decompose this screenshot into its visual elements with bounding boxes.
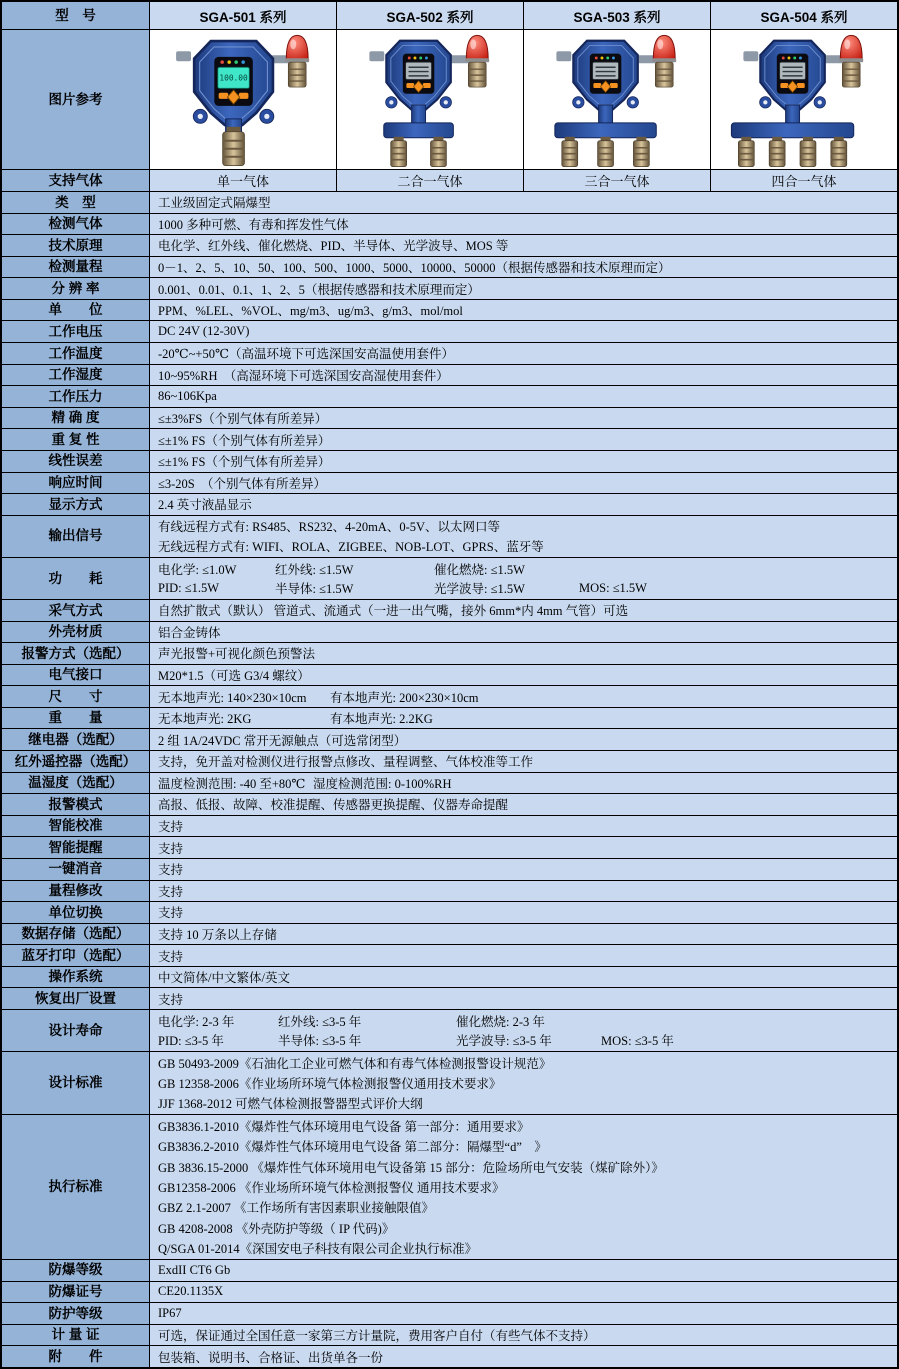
device-image-model-2 bbox=[337, 31, 523, 169]
spec-value-line bbox=[158, 193, 897, 212]
spec-label: 设计标准 bbox=[2, 1052, 150, 1114]
spec-row bbox=[2, 643, 897, 665]
spec-row bbox=[2, 859, 897, 881]
model-header-row bbox=[2, 2, 897, 30]
spec-value-line bbox=[158, 1238, 897, 1258]
spec-value-segment: ExdII CT6 Gb bbox=[158, 1262, 231, 1277]
spec-row bbox=[2, 967, 897, 989]
spec-label: 采气方式 bbox=[2, 600, 150, 621]
spec-row bbox=[2, 408, 897, 430]
sensor-head-icon bbox=[831, 136, 847, 166]
spec-label: 防护等级 bbox=[2, 1303, 150, 1324]
spec-label: 分 辨 率 bbox=[2, 278, 150, 299]
spec-value-segment: 有线远程方式有: RS485、RS232、4-20mA、0-5V、以太网口等 bbox=[158, 520, 501, 535]
spec-value-line bbox=[158, 1136, 897, 1156]
spec-label: 恢复出厂设置 bbox=[2, 988, 150, 1009]
spec-value-line bbox=[158, 258, 897, 277]
spec-label: 执行标准 bbox=[2, 1115, 150, 1259]
spec-value-segment: JJF 1368-2012 可燃气体检测报警器型式评价大纲 bbox=[158, 1096, 423, 1111]
spec-label: 显示方式 bbox=[2, 494, 150, 515]
spec-value-segment: 电化学: 2-3 年 bbox=[158, 1014, 235, 1029]
spec-row bbox=[2, 516, 897, 558]
spec-value-line bbox=[158, 1156, 897, 1176]
spec-value bbox=[150, 214, 897, 235]
spec-row bbox=[2, 192, 897, 214]
sensor-head-icon bbox=[633, 136, 649, 166]
spec-value-line bbox=[158, 1116, 897, 1136]
spec-label: 响应时间 bbox=[2, 473, 150, 494]
svg-text:100.00: 100.00 bbox=[219, 72, 248, 82]
device-image-model-3 bbox=[524, 31, 710, 169]
spec-label: 输出信号 bbox=[2, 516, 150, 557]
spec-label: 一键消音 bbox=[2, 859, 150, 880]
spec-value bbox=[150, 1325, 897, 1346]
spec-value-segment: 湿度检测范围: 0-100%RH bbox=[313, 776, 452, 791]
device-image-model-1 bbox=[150, 31, 336, 169]
spec-value-line bbox=[158, 409, 897, 428]
spec-row bbox=[2, 1303, 897, 1325]
spec-value-line bbox=[158, 559, 897, 579]
spec-label: 报警模式 bbox=[2, 794, 150, 815]
spec-label: 重 量 bbox=[2, 708, 150, 729]
spec-row bbox=[2, 881, 897, 903]
spec-value bbox=[150, 343, 897, 364]
spec-value-line bbox=[158, 1217, 897, 1237]
spec-value-segment: -20℃~+50℃（高温环境下可选深国安高温使用套件） bbox=[158, 347, 454, 362]
supported-gas-row bbox=[2, 170, 897, 192]
spec-value bbox=[150, 516, 897, 557]
sensor-head-icon bbox=[430, 136, 446, 166]
spec-value-segment: 半导体: ≤1.5W bbox=[275, 582, 354, 597]
spec-value bbox=[150, 321, 897, 342]
spec-label: 蓝牙打印（选配） bbox=[2, 945, 150, 966]
sensor-head-icon bbox=[391, 136, 407, 166]
spec-label: 重 复 性 bbox=[2, 429, 150, 450]
spec-value bbox=[150, 643, 897, 664]
spec-row bbox=[2, 794, 897, 816]
spec-value-segment: 光学波导: ≤3-5 年 bbox=[456, 1034, 552, 1049]
spec-value-segment: 温度检测范围: -40 至+80℃ bbox=[158, 776, 306, 791]
spec-value-line bbox=[158, 644, 897, 663]
spec-value-line bbox=[158, 623, 897, 642]
spec-value bbox=[150, 386, 897, 407]
spec-value-line bbox=[158, 578, 897, 598]
spec-value-segment: 催化燃烧: 2-3 年 bbox=[456, 1014, 545, 1029]
spec-value bbox=[150, 622, 897, 643]
spec-value-segment: GB 4208-2008 《外壳防护等级（ IP 代码)》 bbox=[158, 1221, 395, 1236]
spec-row bbox=[2, 1260, 897, 1282]
spec-value bbox=[150, 988, 897, 1009]
spec-value bbox=[150, 945, 897, 966]
device-image-cell bbox=[524, 30, 711, 169]
spec-value bbox=[150, 278, 897, 299]
spec-value-line bbox=[158, 301, 897, 320]
spec-value bbox=[150, 257, 897, 278]
model-header-cell: SGA-502 系列 bbox=[337, 2, 524, 29]
spec-value-segment: 无线远程方式有: WIFI、ROLA、ZIGBEE、NOB-LOT、GPRS、蓝牙等 bbox=[158, 540, 544, 555]
spec-label: 工作温度 bbox=[2, 343, 150, 364]
spec-value-segment: 红外线: ≤3-5 年 bbox=[278, 1014, 362, 1029]
spec-value-line bbox=[158, 1093, 897, 1113]
spec-value bbox=[150, 451, 897, 472]
sensor-head-icon bbox=[223, 126, 245, 165]
spec-row bbox=[2, 1052, 897, 1115]
spec-value-line bbox=[158, 1053, 897, 1073]
spec-label: 技术原理 bbox=[2, 235, 150, 256]
spec-value bbox=[150, 665, 897, 686]
spec-value-segment: 支持 bbox=[158, 863, 184, 878]
spec-value bbox=[150, 794, 897, 815]
spec-value-segment: 支持 bbox=[158, 884, 184, 899]
spec-label: 红外遥控器（选配） bbox=[2, 751, 150, 772]
spec-value-line bbox=[158, 989, 897, 1008]
sensor-head-icon bbox=[800, 136, 816, 166]
spec-row bbox=[2, 924, 897, 946]
spec-value-line bbox=[158, 1031, 897, 1051]
spec-label: 设计寿命 bbox=[2, 1010, 150, 1051]
spec-label: 功 耗 bbox=[2, 558, 150, 599]
spec-value bbox=[150, 408, 897, 429]
spec-value-line bbox=[158, 536, 897, 556]
spec-value-segment: CE20.1135X bbox=[158, 1284, 224, 1299]
spec-label: 量程修改 bbox=[2, 881, 150, 902]
spec-value-segment: GBZ 2.1-2007 《工作场所有害因素职业接触限值》 bbox=[158, 1201, 435, 1216]
spec-value-segment: MOS: ≤3-5 年 bbox=[601, 1034, 674, 1049]
spec-value-segment: 自然扩散式（默认） 管道式、流通式（一进一出气嘴，接外 6mm*内 4mm 气管）可选 bbox=[158, 604, 629, 619]
spec-value bbox=[150, 686, 897, 707]
spec-value-line bbox=[158, 1304, 897, 1323]
device-image-cell bbox=[711, 30, 897, 169]
spec-value-segment: 包装箱、说明书、合格证、出货单各一份 bbox=[158, 1350, 384, 1365]
spec-value-line bbox=[158, 1283, 897, 1302]
spec-value bbox=[150, 1346, 897, 1367]
spec-value bbox=[150, 751, 897, 772]
spec-value-segment: 1000 多种可燃、有毒和挥发性气体 bbox=[158, 217, 349, 232]
spec-value-segment: GB3836.1-2010《爆炸性气体环境用电气设备 第一部分：通用要求》 bbox=[158, 1120, 530, 1135]
spec-row bbox=[2, 365, 897, 387]
spec-value-segment: 高报、低报、故障、校准提醒、传感器更换提醒、仪器寿命提醒 bbox=[158, 798, 509, 813]
spec-row bbox=[2, 321, 897, 343]
spec-value-line bbox=[158, 452, 897, 471]
supported-gas-cell: 四合一气体 bbox=[711, 170, 897, 191]
spec-row bbox=[2, 751, 897, 773]
spec-value-segment: 支持 10 万条以上存储 bbox=[158, 927, 277, 942]
spec-label: 单位切换 bbox=[2, 902, 150, 923]
spec-label: 类 型 bbox=[2, 192, 150, 213]
spec-row bbox=[2, 235, 897, 257]
spec-row bbox=[2, 988, 897, 1010]
spec-value-segment: 0.001、0.01、0.1、1、2、5（根据传感器和技术原理而定） bbox=[158, 282, 480, 297]
supported-gas-cell: 三合一气体 bbox=[524, 170, 711, 191]
spec-value-segment: 电化学、红外线、催化燃烧、PID、半导体、光学波导、MOS 等 bbox=[158, 239, 509, 254]
spec-value bbox=[150, 1260, 897, 1281]
spec-value bbox=[150, 1282, 897, 1303]
spec-value bbox=[150, 1010, 897, 1051]
device-image-model-4 bbox=[711, 31, 897, 169]
spec-value-line bbox=[158, 968, 897, 987]
spec-value bbox=[150, 300, 897, 321]
spec-value-line bbox=[158, 215, 897, 234]
spec-value bbox=[150, 708, 897, 729]
spec-value-line bbox=[158, 1197, 897, 1217]
spec-value bbox=[150, 473, 897, 494]
spec-label: 线性误差 bbox=[2, 451, 150, 472]
spec-value-segment: 可选，保证通过全国任意一家第三方计量院，费用客户自付（有些气体不支持） bbox=[158, 1328, 596, 1343]
spec-row bbox=[2, 665, 897, 687]
spec-row bbox=[2, 945, 897, 967]
spec-value-segment: 光学波导: ≤1.5W bbox=[434, 582, 525, 597]
spec-row bbox=[2, 816, 897, 838]
spec-value-segment: GB 50493-2009《石油化工企业可燃气体和有毒气体检测报警设计规范》 bbox=[158, 1057, 552, 1072]
spec-value-line bbox=[158, 903, 897, 922]
spec-row bbox=[2, 1325, 897, 1347]
spec-value-segment: 支持 bbox=[158, 841, 184, 856]
spec-label: 计 量 证 bbox=[2, 1325, 150, 1346]
spec-row bbox=[2, 837, 897, 859]
spec-value-line bbox=[158, 709, 897, 728]
spec-value-segment: 10~95%RH （高湿环境下可选深国安高湿使用套件） bbox=[158, 368, 449, 383]
spec-value-segment: 声光报警+可视化颜色预警法 bbox=[158, 647, 316, 662]
spec-label: 智能校准 bbox=[2, 816, 150, 837]
alarm-beacon-icon bbox=[465, 35, 489, 87]
model-header-cell: SGA-503 系列 bbox=[524, 2, 711, 29]
spec-value-segment: ≤±3%FS（个别气体有所差异） bbox=[158, 412, 328, 427]
spec-row bbox=[2, 686, 897, 708]
spec-value-line bbox=[158, 795, 897, 814]
spec-row bbox=[2, 451, 897, 473]
sensor-head-icon bbox=[769, 136, 785, 166]
spec-value-segment: DC 24V (12-30V) bbox=[158, 324, 250, 339]
spec-value-line bbox=[158, 495, 897, 514]
spec-value-line bbox=[158, 344, 897, 363]
spec-value-segment: 半导体: ≤3-5 年 bbox=[278, 1034, 362, 1049]
spec-value-line bbox=[158, 752, 897, 771]
spec-value bbox=[150, 967, 897, 988]
spec-value-segment: 支持 bbox=[158, 820, 184, 835]
spec-value-segment: 86~106Kpa bbox=[158, 388, 217, 403]
spec-value bbox=[150, 837, 897, 858]
spec-value-segment: ≤±1% FS（个别气体有所差异） bbox=[158, 455, 331, 470]
spec-value-line bbox=[158, 601, 897, 620]
spec-value-line bbox=[158, 430, 897, 449]
spec-value-line bbox=[158, 882, 897, 901]
spec-value-segment: 电化学: ≤1.0W bbox=[158, 562, 237, 577]
supported-gas-cell: 二合一气体 bbox=[337, 170, 524, 191]
spec-value-segment: 支持 bbox=[158, 949, 184, 964]
spec-label: 防爆证号 bbox=[2, 1282, 150, 1303]
spec-value-segment: 2 组 1A/24VDC 常开无源触点（可选常闭型） bbox=[158, 733, 407, 748]
spec-label: 防爆等级 bbox=[2, 1260, 150, 1281]
spec-value-line bbox=[158, 838, 897, 857]
spec-label: 温湿度（选配） bbox=[2, 773, 150, 794]
spec-label: 报警方式（选配） bbox=[2, 643, 150, 664]
spec-value-line bbox=[158, 279, 897, 298]
spec-value-line bbox=[158, 1011, 897, 1031]
spec-value bbox=[150, 192, 897, 213]
spec-value-segment: 中文简体/中文繁体/英文 bbox=[158, 971, 290, 986]
spec-value bbox=[150, 859, 897, 880]
spec-value bbox=[150, 558, 897, 599]
device-image-cell bbox=[150, 30, 337, 169]
spec-value-segment: PID: ≤3-5 年 bbox=[158, 1034, 224, 1049]
spec-value-line bbox=[158, 730, 897, 749]
spec-value bbox=[150, 924, 897, 945]
spec-value-segment: 有本地声光: 200×230×10cm bbox=[330, 690, 479, 705]
spec-value-line bbox=[158, 925, 897, 944]
spec-row bbox=[2, 473, 897, 495]
model-header-cell: SGA-504 系列 bbox=[711, 2, 897, 29]
spec-label: 外壳材质 bbox=[2, 622, 150, 643]
spec-row bbox=[2, 257, 897, 279]
spec-value-segment: M20*1.5（可选 G3/4 螺纹） bbox=[158, 669, 310, 683]
spec-value-line bbox=[158, 1347, 897, 1366]
spec-value-segment: 无本地声光: 2KG bbox=[158, 712, 252, 727]
spec-label: 操作系统 bbox=[2, 967, 150, 988]
spec-value-line bbox=[158, 474, 897, 493]
spec-value bbox=[150, 902, 897, 923]
spec-row bbox=[2, 1115, 897, 1260]
spec-value-line bbox=[158, 1073, 897, 1093]
spec-value-segment: MOS: ≤1.5W bbox=[579, 580, 647, 595]
spec-value bbox=[150, 494, 897, 515]
spec-row bbox=[2, 1010, 897, 1052]
spec-label: 尺 寸 bbox=[2, 686, 150, 707]
row-label-gas: 支持气体 bbox=[2, 170, 150, 191]
spec-value-segment: ≤3-20S （个别气体有所差异） bbox=[158, 476, 326, 491]
spec-row bbox=[2, 214, 897, 236]
spec-value-segment: 工业级固定式隔爆型 bbox=[158, 196, 271, 211]
spec-value-segment: ≤±1% FS（个别气体有所差异） bbox=[158, 433, 331, 448]
spec-row bbox=[2, 300, 897, 322]
spec-value-segment: GB 12358-2006《作业场所环境气体检测报警仪通用技术要求》 bbox=[158, 1077, 502, 1091]
spec-row bbox=[2, 622, 897, 644]
row-label-model: 型 号 bbox=[2, 2, 150, 29]
row-label-image: 图片参考 bbox=[2, 30, 150, 169]
spec-value-segment: PID: ≤1.5W bbox=[158, 580, 220, 595]
spec-value-segment: 催化燃烧: ≤1.5W bbox=[434, 562, 525, 577]
spec-value bbox=[150, 1052, 897, 1114]
spec-row bbox=[2, 773, 897, 795]
spec-value bbox=[150, 729, 897, 750]
spec-row bbox=[2, 902, 897, 924]
alarm-beacon-icon bbox=[652, 35, 676, 87]
spec-value-line bbox=[158, 236, 897, 255]
spec-value-segment: 2.4 英寸液晶显示 bbox=[158, 498, 252, 513]
supported-gas-cell: 单一气体 bbox=[150, 170, 337, 191]
spec-label: 工作湿度 bbox=[2, 365, 150, 386]
device-image-cell bbox=[337, 30, 524, 169]
spec-label: 电气接口 bbox=[2, 665, 150, 686]
spec-value-line bbox=[158, 860, 897, 879]
spec-label: 工作压力 bbox=[2, 386, 150, 407]
spec-label: 检测量程 bbox=[2, 257, 150, 278]
spec-value-segment: 0－1、2、5、10、50、100、500、1000、5000、10000、50000（根据传感器和技术原理而定） bbox=[158, 261, 671, 276]
spec-label: 单 位 bbox=[2, 300, 150, 321]
spec-value-line bbox=[158, 366, 897, 385]
spec-value-segment: 支持，免开盖对检测仪进行报警点修改、量程调整、气体校准等工作 bbox=[158, 755, 534, 770]
spec-value bbox=[150, 816, 897, 837]
spec-value-segment: Q/SGA 01-2014《深国安电子科技有限公司企业执行标准》 bbox=[158, 1241, 478, 1256]
spec-value-line bbox=[158, 322, 897, 341]
spec-value bbox=[150, 881, 897, 902]
spec-label: 附 件 bbox=[2, 1346, 150, 1367]
spec-value bbox=[150, 1115, 897, 1259]
spec-value-segment: GB12358-2006 《作业场所环境气体检测报警仪 通用技术要求》 bbox=[158, 1180, 505, 1195]
alarm-beacon-icon bbox=[839, 35, 863, 87]
spec-label: 继电器（选配） bbox=[2, 729, 150, 750]
spec-value bbox=[150, 429, 897, 450]
spec-value bbox=[150, 235, 897, 256]
spec-row bbox=[2, 558, 897, 600]
spec-row bbox=[2, 386, 897, 408]
spec-label: 数据存储（选配） bbox=[2, 924, 150, 945]
spec-label: 精 确 度 bbox=[2, 408, 150, 429]
spec-value-segment: PPM、%LEL、%VOL、mg/m3、ug/m3、g/m3、mol/mol bbox=[158, 304, 463, 319]
sensor-head-icon bbox=[598, 136, 614, 166]
spec-value-segment: 支持 bbox=[158, 906, 184, 921]
spec-value-segment: 有本地声光: 2.2KG bbox=[330, 712, 433, 727]
spec-value-line bbox=[158, 1261, 897, 1280]
spec-value-line bbox=[158, 1177, 897, 1197]
spec-value-segment: GB 3836.15-2000 《爆炸性气体环境用电气设备第 15 部分：危险场所电气安装（煤矿除外）》 bbox=[158, 1160, 664, 1175]
spec-label: 工作电压 bbox=[2, 321, 150, 342]
spec-value-line bbox=[158, 774, 897, 793]
spec-value bbox=[150, 600, 897, 621]
spec-row bbox=[2, 278, 897, 300]
sensor-head-icon bbox=[738, 136, 754, 166]
spec-value-line bbox=[158, 387, 897, 406]
sensor-head-icon bbox=[562, 136, 578, 166]
spec-value-line bbox=[158, 687, 897, 706]
spec-row bbox=[2, 343, 897, 365]
model-header-cell: SGA-501 系列 bbox=[150, 2, 337, 29]
spec-value-line bbox=[158, 517, 897, 537]
spec-row bbox=[2, 1282, 897, 1304]
spec-label: 检测气体 bbox=[2, 214, 150, 235]
spec-row bbox=[2, 1346, 897, 1367]
spec-value-line bbox=[158, 666, 897, 685]
spec-value-segment: 红外线: ≤1.5W bbox=[275, 562, 354, 577]
spec-value-segment: GB3836.2-2010《爆炸性气体环境用电气设备 第二部分：隔爆型“d” 》 bbox=[158, 1140, 547, 1155]
spec-value bbox=[150, 1303, 897, 1324]
spec-value bbox=[150, 365, 897, 386]
spec-value-line bbox=[158, 1326, 897, 1345]
spec-row bbox=[2, 494, 897, 516]
spec-row bbox=[2, 708, 897, 730]
spec-value-line bbox=[158, 817, 897, 836]
spec-value-segment: 支持 bbox=[158, 992, 184, 1007]
spec-value-segment: IP67 bbox=[158, 1305, 182, 1320]
alarm-beacon-icon bbox=[285, 35, 309, 87]
spec-row bbox=[2, 429, 897, 451]
spec-value-line bbox=[158, 946, 897, 965]
spec-row bbox=[2, 729, 897, 751]
image-reference-row bbox=[2, 30, 897, 170]
spec-value-segment: 铝合金铸体 bbox=[158, 625, 221, 640]
spec-value bbox=[150, 773, 897, 794]
spec-label: 智能提醒 bbox=[2, 837, 150, 858]
spec-row bbox=[2, 600, 897, 622]
spec-value-segment: 无本地声光: 140×230×10cm bbox=[158, 690, 307, 705]
